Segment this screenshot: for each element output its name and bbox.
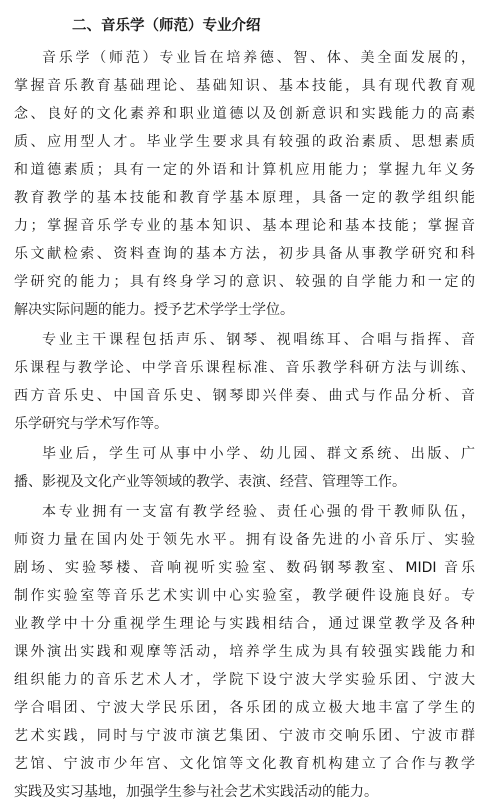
text-line: 播、影视及文化产业等领域的教学、表演、经营、管理等工作。 <box>14 474 406 490</box>
paragraph-intro <box>14 44 475 324</box>
text-line: 和道德素质；具有一定的外语和计算机应用能力；掌握九年义务 <box>14 162 475 178</box>
text-line: 掌握音乐教育基础理论、基础知识、基本技能，具有现代教育观 <box>14 78 475 94</box>
text-line: 学研究的能力；具有终身学习的意识、较强的自学能力和一定的 <box>14 274 475 290</box>
paragraph-courses <box>14 326 475 438</box>
text-line: 组织能力的音乐艺术人才，学院下设宁波大学实验乐团、宁波大 <box>14 672 475 688</box>
text-line: 西方音乐史、中国音乐史、钢琴即兴伴奏、曲式与作品分析、音 <box>14 388 475 404</box>
text-line: 课外演出实践和观摩等活动，培养学生成为具有较强实践能力和 <box>14 644 475 660</box>
text-line: 艺术实践，同时与宁波市演艺集团、宁波市交响乐团、宁波市群 <box>14 728 475 744</box>
text-line: 质、应用型人才。毕业学生要求具有较强的政治素质、思想素质 <box>14 134 475 150</box>
text-line: 业教学中十分重视学生理论与实践相结合，通过课堂教学及各种 <box>14 616 475 632</box>
text-line: 毕业后，学生可从事中小学、幼儿园、群文系统、出版、广 <box>42 446 475 462</box>
text-line: 教育教学的基本技能和教育学基本原理，具备一定的教学组织能 <box>14 190 475 206</box>
text-line: 本专业拥有一支富有教学经验、责任心强的骨干教师队伍， <box>42 504 475 520</box>
paragraph-careers <box>14 440 475 496</box>
section-title: 二、音乐学（师范）专业介绍 <box>72 18 261 34</box>
text-line: 乐学研究与学术写作等。 <box>14 416 168 432</box>
text-line: 制作实验室等音乐艺术实训中心实验室，教学硬件设施良好。专 <box>14 588 475 604</box>
text-line: 力；掌握音乐学专业的基本知识、基本理论和基本技能；掌握音 <box>14 218 475 234</box>
text-line: 艺馆、宁波市少年宫、文化馆等文化教育机构建立了合作与教学 <box>14 756 475 772</box>
text-line: 剧场、实验琴楼、音响视听实验室、数码钢琴教室、MIDI 音乐 <box>14 560 475 576</box>
paragraph-faculty <box>14 498 475 806</box>
text-line: 解决实际问题的能力。授予艺术学学士学位。 <box>14 302 294 318</box>
text-line: 学合唱团、宁波大学民乐团，各乐团的成立极大地丰富了学生的 <box>14 700 475 716</box>
text-line: 专业主干课程包括声乐、钢琴、视唱练耳、合唱与指挥、音 <box>42 332 475 348</box>
text-line: 师资力量在国内处于领先水平。拥有设备先进的小音乐厅、实验 <box>14 532 475 548</box>
text-line: 乐课程与教学论、中学音乐课程标准、音乐教学科研方法与训练、 <box>14 360 475 376</box>
text-line: 乐文献检索、资料查询的基本方法，初步具备从事教学研究和科 <box>14 246 475 262</box>
text-line: 音乐学（师范）专业旨在培养德、智、体、美全面发展的， <box>42 50 475 66</box>
text-line: 念、良好的文化素养和职业道德以及创新意识和实践能力的高素 <box>14 106 475 122</box>
text-line: 实践及实习基地，加强学生参与社会艺术实践活动的能力。 <box>14 784 378 800</box>
